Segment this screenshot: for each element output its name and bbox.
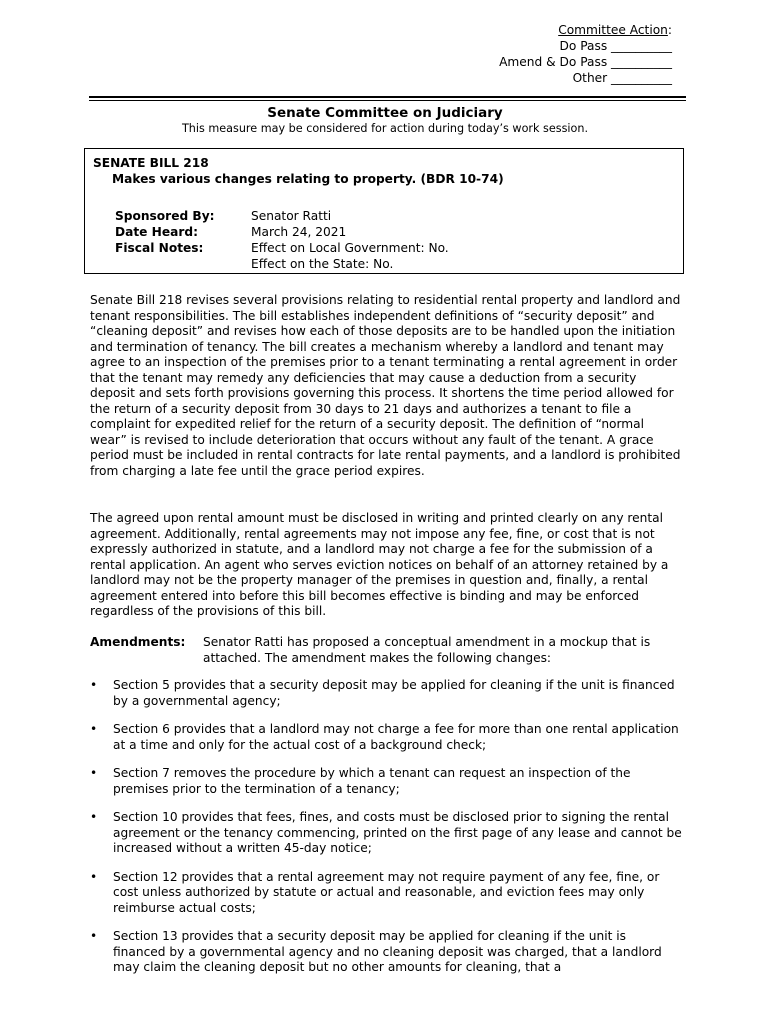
sponsored-value: Senator Ratti (251, 209, 332, 223)
amendments-text: Senator Ratti has proposed a conceptual amendment in a mockup that is attached. The amendment makes the following changes: (203, 635, 651, 665)
committee-action-title (499, 22, 672, 38)
summary-paragraph-2: The agreed upon rental amount must be disclosed in writing and printed clearly on any rental agreement. Additionally, rental agreements may not impose any fee, fine, or cost that is not expressly authorized in statute, and a landlord may not charge a fee for the submission of a rental application. An agent who serves eviction notices on behalf of an attorney retained by a landlord may not be the property manager of the premises in question and, finally, a rental agreement entered into before this bill becomes effective is binding and may be enforced regardless of the provisions of this bill. (90, 511, 669, 618)
bullet-icon: • (90, 810, 98, 824)
list-item-text: Section 13 provides that a security deposit may be applied for cleaning if the unit is financed by a governmental agency and no cleaning deposit was charged, that a landlord may claim the cleaning deposit but no other amounts for cleaning, that a (113, 929, 662, 974)
do-pass-line: Do Pass __________ (559, 39, 672, 53)
summary-paragraph-1: Senate Bill 218 revises several provisions relating to residential rental property and landlord and tenant responsibilities. The bill establishes independent definitions of “security deposit” and “cleaning deposit” and revises how each of those deposits are to be handled upon the initiation and termination of tenancy. The bill creates a mechanism whereby a landlord and tenant may agree to an inspection of the premises prior to a tenant terminating a rental agreement in order that the tenant may remedy any deficiencies that may cause a deduction from a security deposit and sets forth provisions governing this process. It shortens the time period allowed for the return of a security deposit from 30 days to 21 days and authorizes a tenant to file a complaint for expedited relief for the return of a security deposit. The definition of “normal wear” is revised to include deterioration that occurs without any fault of the tenant. A grace period must be included in rental contracts for late rental payments, and a landlord is prohibited from charging a late fee until the grace period expires. (90, 293, 681, 478)
list-item (90, 722, 682, 753)
fiscal-label: Fiscal Notes: (115, 241, 204, 255)
bill-description: Makes various changes relating to property. (BDR 10-74) (112, 172, 504, 186)
amendment-changes-list (90, 678, 682, 989)
bullet-icon: • (90, 722, 98, 736)
bill-summary-box (84, 148, 684, 274)
committee-action-block (499, 22, 672, 86)
header-rule-thick (89, 96, 686, 98)
date-row (115, 224, 449, 240)
list-item (90, 929, 682, 976)
bill-number: SENATE BILL 218 (93, 156, 209, 170)
bullet-icon: • (90, 766, 98, 780)
fiscal-row (115, 240, 449, 272)
amendments-label: Amendments: (90, 635, 186, 649)
committee-action-colon: : (667, 23, 672, 37)
sponsored-label: Sponsored By: (115, 209, 215, 223)
bullet-icon: • (90, 678, 98, 692)
amendments-section (90, 634, 682, 666)
list-item (90, 810, 682, 857)
list-item-text: Section 6 provides that a landlord may not charge a fee for more than one rental application at a time and only for the actual cost of a background check; (113, 722, 679, 752)
bullet-icon: • (90, 929, 98, 943)
list-item-text: Section 5 provides that a security deposit may be applied for cleaning if the unit is financed by a governmental agency; (113, 678, 675, 708)
date-value: March 24, 2021 (251, 225, 347, 239)
date-label: Date Heard: (115, 225, 198, 239)
bullet-icon: • (90, 869, 98, 884)
amend-do-pass-line: Amend & Do Pass __________ (499, 55, 672, 69)
list-item (90, 870, 682, 917)
list-item-text: Section 10 provides that fees, fines, and costs must be disclosed prior to signing the rental agreement or the tenancy commencing, printed on the first page of any lease and cannot be increased without a written 45-day notice; (113, 810, 682, 855)
fiscal-values (251, 240, 449, 272)
committee-action-heading: Committee Action (558, 23, 668, 37)
other-line: Other __________ (572, 71, 672, 85)
list-item-text: Section 12 provides that a rental agreement may not require payment of any fee, fine, or cost unless authorized by statute or actual and reasonable, and eviction fees may only reimburse actual costs; (113, 869, 660, 915)
committee-name: Senate Committee on Judiciary (267, 105, 503, 121)
work-session-note: This measure may be considered for action during today’s work session. (181, 122, 589, 135)
bill-meta (115, 208, 449, 272)
sponsored-row (115, 208, 449, 224)
fiscal-state: Effect on the State: No. (251, 257, 394, 271)
list-item-text: Section 7 removes the procedure by which a tenant can request an inspection of the premises prior to the termination of a tenancy; (113, 766, 631, 796)
list-item (90, 678, 682, 709)
header-rule-thin (89, 100, 686, 101)
fiscal-local: Effect on Local Government: No. (251, 241, 449, 255)
list-item (90, 766, 682, 797)
